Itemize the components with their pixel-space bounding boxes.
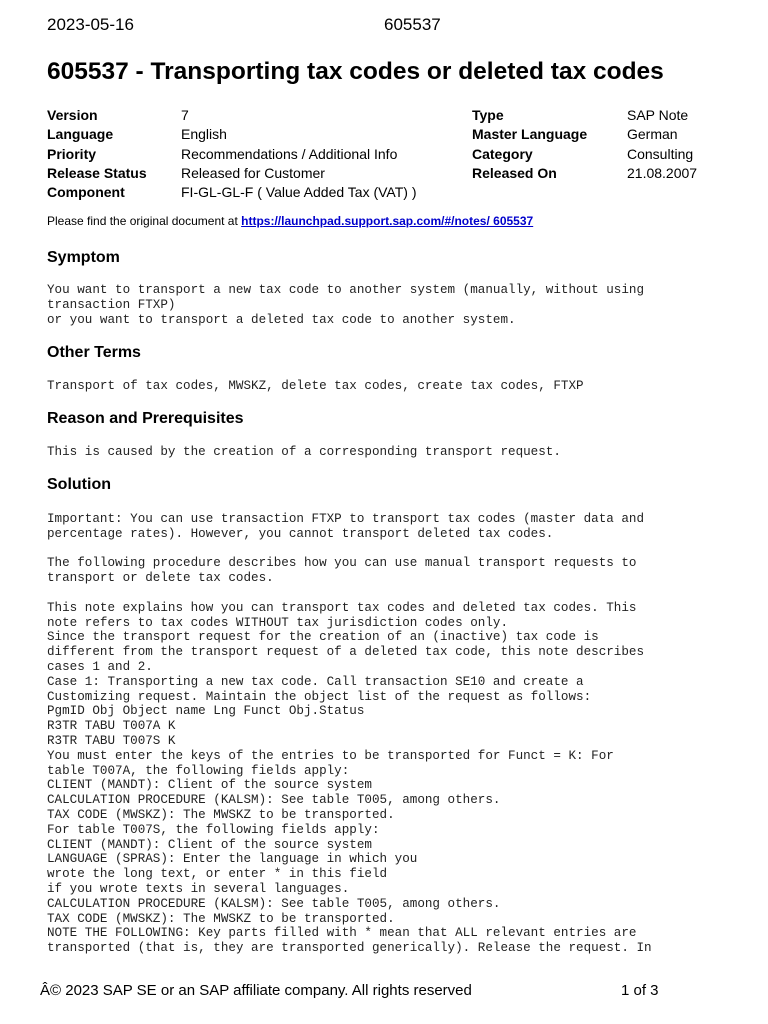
footer-page-number: 1 of 3 <box>621 982 659 999</box>
meta-value: Released for Customer <box>181 164 325 181</box>
section-heading-symptom: Symptom <box>47 249 120 266</box>
meta-value: German <box>627 126 678 143</box>
meta-label: Component <box>47 184 125 201</box>
header-date: 2023-05-16 <box>47 15 134 34</box>
header-note-number: 605537 <box>384 15 441 34</box>
meta-value: 21.08.2007 <box>627 164 698 181</box>
meta-label: Released On <box>472 164 557 181</box>
section-body-reason: This is caused by the creation of a corresponding transport request. <box>47 445 561 459</box>
meta-right-values <box>627 106 697 183</box>
meta-value: FI-GL-GL-F ( Value Added Tax (VAT) ) <box>181 184 417 201</box>
meta-label: Category <box>472 145 533 162</box>
meta-label: Version <box>47 107 98 123</box>
meta-label: Release Status <box>47 164 147 181</box>
meta-value: English <box>181 126 227 143</box>
meta-label: Master Language <box>472 126 588 143</box>
meta-right-labels <box>472 106 587 183</box>
meta-label: Type <box>472 107 504 123</box>
section-heading-reason: Reason and Prerequisites <box>47 410 244 427</box>
meta-left-labels <box>47 106 147 202</box>
original-document-line <box>47 214 533 228</box>
meta-label: Language <box>47 126 114 143</box>
meta-label: Priority <box>47 145 97 162</box>
section-body-solution: Important: You can use transaction FTXP to transport tax codes (master data and percentage rates). However, you cannot transport deleted tax codes. The following procedure describes how you can use manual transport requests to transport or delete tax codes. This note explains how you can transport tax codes and deleted tax codes. This note refers to tax codes WITHOUT tax jurisdiction codes only. Since the transport request for the creation of an (inactive) tax code is different from the transport request of a deleted tax code, this note describes cases 1 and 2. Case 1: Transporting a new tax code. Call transaction SE10 and create a Customizing request. Maintain the object list of the request as follows: PgmID Obj Object name Lng Funct Obj.Status R3TR TABU T007A K R3TR TABU T007S K You must enter the keys of the entries to be transported for Funct = K: For table T007A, the following fields apply: CLIENT (MANDT): Client of the source system CALCULATION PROCEDURE (KALSM): See table T005, among others. TAX CODE (MWSKZ): The MWSKZ to be transported. For table T007S, the following fields apply: CLIENT (MANDT): Client of the source system LANGUAGE (SPRAS): Enter the language in which you wrote the long text, or enter * in this field if you wrote texts in several languages. CALCULATION PROCEDURE (KALSM): See table T005, among others. TAX CODE (MWSKZ): The MWSKZ to be transported. NOTE THE FOLLOWING: Key parts filled with * mean that ALL relevant entries are transported (that is, they are transported generically). Release the request. In <box>47 512 652 956</box>
original-document-prefix: Please find the original document at <box>47 214 242 228</box>
page-title: 605537 - Transporting tax codes or deleted tax codes <box>47 58 664 85</box>
original-document-link[interactable]: https://launchpad.support.sap.com/#/notes/ 605537 <box>241 214 534 228</box>
meta-value: SAP Note <box>627 107 689 123</box>
meta-value: Recommendations / Additional Info <box>181 145 398 162</box>
section-body-symptom: You want to transport a new tax code to another system (manually, without using transaction FTXP) or you want to transport a deleted tax code to another system. <box>47 283 645 327</box>
meta-left-values <box>181 106 416 202</box>
meta-value: Consulting <box>627 145 694 162</box>
section-heading-other-terms: Other Terms <box>47 344 141 361</box>
section-heading-solution: Solution <box>47 476 111 493</box>
meta-value: 7 <box>181 107 189 123</box>
footer-copyright: Â© 2023 SAP SE or an SAP affiliate company. All rights reserved <box>40 982 472 999</box>
section-body-other-terms: Transport of tax codes, MWSKZ, delete tax codes, create tax codes, FTXP <box>47 379 584 393</box>
